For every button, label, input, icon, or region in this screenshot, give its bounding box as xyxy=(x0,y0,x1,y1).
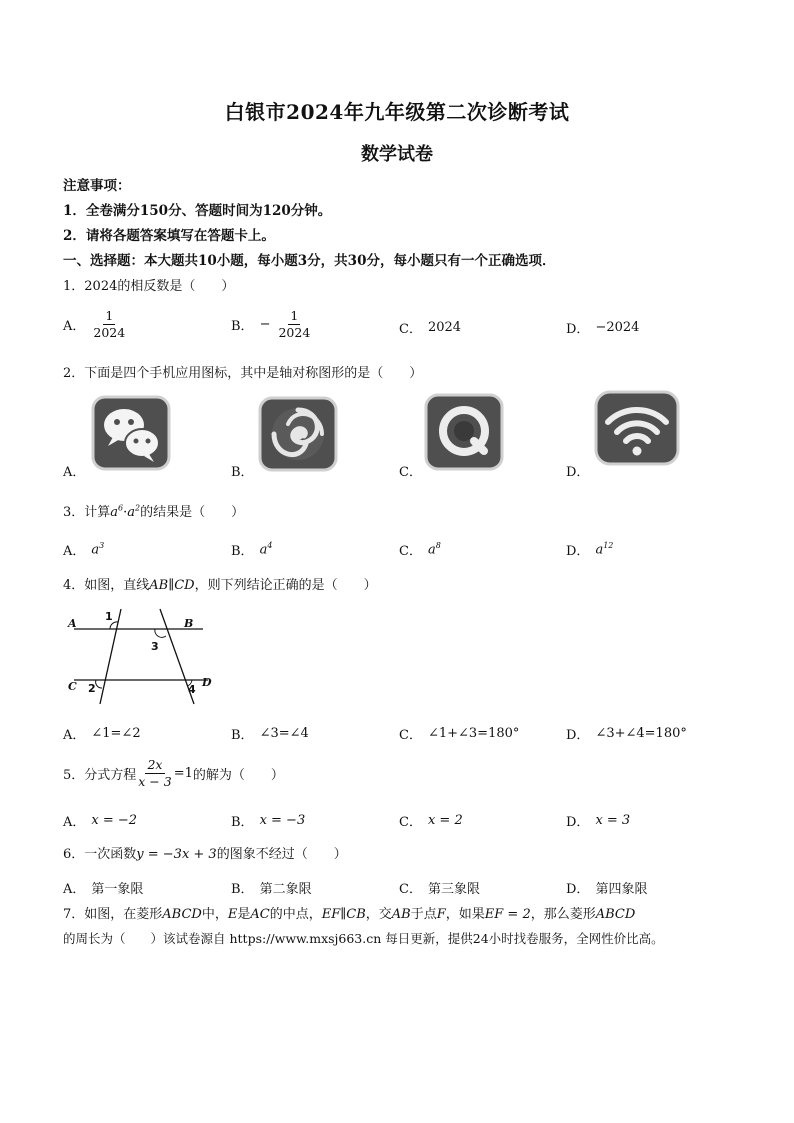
q2-label-b: B． xyxy=(231,465,254,480)
question-7-line-1: 7．如图，在菱形ABCD中，E是AC的中点，EF∥CB，交AB于点F，如果EF = 2，那么菱形ABCD xyxy=(63,907,636,922)
question-2-stem: 2．下面是四个手机应用图标，其中是轴对称图形的是（ ） xyxy=(63,366,423,381)
fig-label-c: C xyxy=(68,680,77,693)
q5-option-d: D． x = 3 xyxy=(566,813,631,830)
q2-label-d: D． xyxy=(566,465,590,480)
q4-option-a: A． ∠1=∠2 xyxy=(63,726,141,743)
q2-label-c: C． xyxy=(399,465,422,480)
fraction: $\frac{1}{2024}$ xyxy=(93,308,126,340)
question-6-stem: 6．一次函数y = −3x + 3的图象不经过（ ） xyxy=(63,847,347,862)
question-4-stem: 4．如图，直线AB∥CD，则下列结论正确的是（ ） xyxy=(63,578,377,593)
q5-option-a: A． x = −2 xyxy=(63,813,138,830)
fig-label-a: A xyxy=(68,617,77,630)
q2-label-a: A． xyxy=(63,465,86,480)
q3-option-a: A． $a^3$ xyxy=(63,541,105,559)
question-1-stem: 1．2024的相反数是（ ） xyxy=(63,279,235,294)
question-3-stem: 3．计算$a^6\cdot a^2$的结果是（ ） xyxy=(63,503,245,520)
minus-sign: − xyxy=(259,316,271,332)
option-label: A． xyxy=(63,318,86,334)
q1-option-c xyxy=(399,318,461,337)
q1-option-b xyxy=(231,308,312,340)
q6-option-a: A． 第一象限 xyxy=(63,882,144,897)
notice-item-2: 2．请将各题答案填写在答题卡上。 xyxy=(63,228,275,244)
fig-angle-3: 3 xyxy=(151,640,159,653)
q6-option-d: D． 第四象限 xyxy=(566,882,648,897)
option-label: B． xyxy=(231,318,254,334)
page-title: 白银市2024年九年级第二次诊断考试 xyxy=(224,100,570,124)
option-label: C． xyxy=(399,322,422,337)
option-value: 2024 xyxy=(427,320,462,335)
q4-option-d: D． ∠3+∠4=180° xyxy=(566,726,687,743)
wifi-icon xyxy=(594,390,680,466)
option-label: D． xyxy=(566,322,590,337)
page-subtitle: 数学试卷 xyxy=(361,144,433,165)
q5-option-c: C． x = 2 xyxy=(399,813,463,830)
fraction: $\frac{1}{2024}$ xyxy=(278,308,311,340)
q4-option-c: C． ∠1+∠3=180° xyxy=(399,726,520,743)
fig-label-b: B xyxy=(184,617,194,630)
fig-angle-2: 2 xyxy=(88,682,96,695)
fig-angle-1: 1 xyxy=(105,610,113,623)
wechat-icon xyxy=(91,395,171,471)
q6-option-c: C． 第三象限 xyxy=(399,882,480,897)
section-heading: 一、选择题：本大题共10小题，每小题3分，共30分，每小题只有一个正确选项． xyxy=(63,253,556,269)
option-value: −2024 xyxy=(595,320,640,335)
q5-option-b: B． x = −3 xyxy=(231,813,306,830)
q3-option-d: D． $a^{12}$ xyxy=(566,541,614,559)
q3-option-b: B． $a^4$ xyxy=(231,541,273,559)
fraction: $\frac{2x}{x - 3}$ xyxy=(138,757,172,789)
q4-option-b: B． ∠3=∠4 xyxy=(231,726,309,743)
question-5-stem: 5．分式方程 $\frac{2x}{x - 3}$ =1 的解为（ ） xyxy=(63,757,284,789)
q1-option-a xyxy=(63,308,127,340)
swirl-app-icon xyxy=(258,396,338,472)
notice-heading: 注意事项： xyxy=(63,178,131,194)
q1-option-d xyxy=(566,318,639,337)
fig-label-d: D xyxy=(202,676,212,689)
q3-option-c: C． $a^8$ xyxy=(399,541,441,559)
q-app-icon xyxy=(424,393,504,471)
notice-item-1: 1．全卷满分150分、答题时间为120分钟。 xyxy=(63,203,332,219)
question-7-line-2: 的周长为（ ）该试卷源自 https://www.mxsj663.cn 每日更新，提供24小时找卷服务，全网性价比高。 xyxy=(63,931,664,946)
parallel-lines-figure xyxy=(66,604,216,708)
fig-angle-4: 4 xyxy=(188,683,196,696)
q6-option-b: B． 第二象限 xyxy=(231,882,312,897)
